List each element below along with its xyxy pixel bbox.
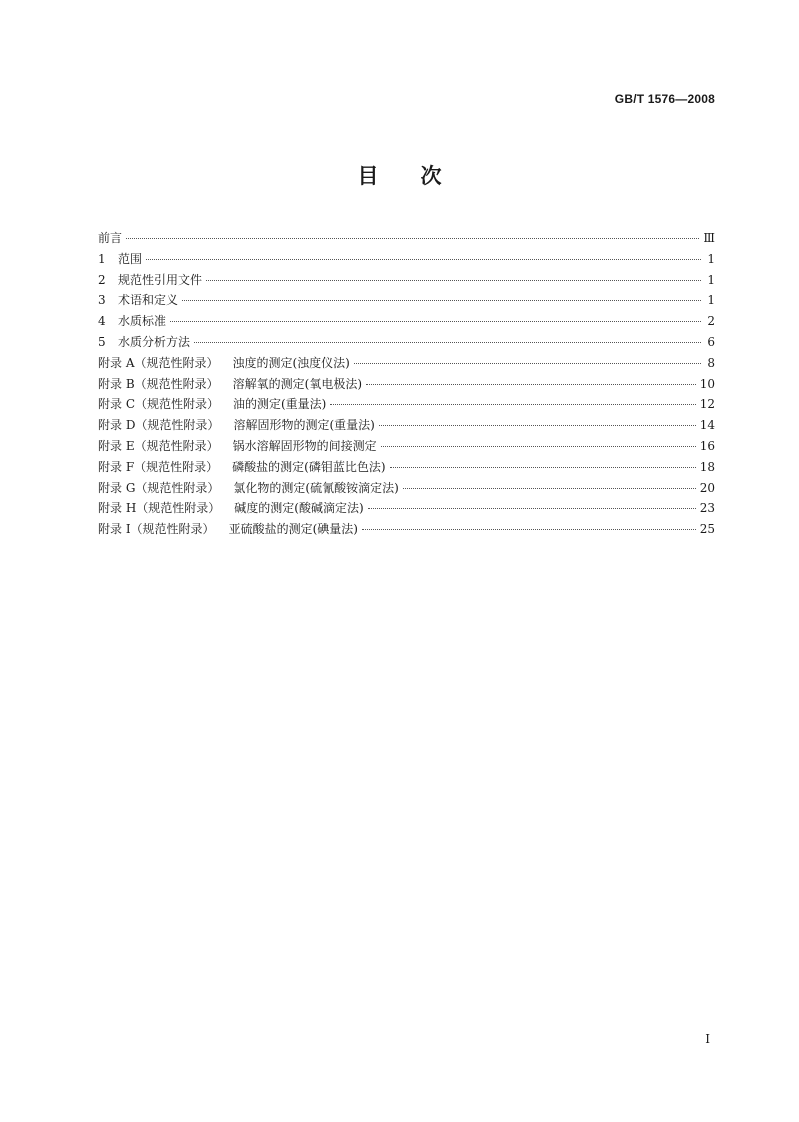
toc-entry-text: 水质标准	[118, 314, 167, 329]
toc-entry-number: 3	[98, 293, 106, 308]
toc-dot-leader	[362, 528, 696, 530]
standard-code: GB/T 1576—2008	[614, 92, 715, 106]
page-title	[0, 160, 799, 190]
toc-entry-text: 磷酸盐的测定(磷钼蓝比色法)	[232, 459, 386, 474]
toc-dot-leader	[390, 466, 696, 468]
toc-entry-annex: 附录 E（规范性附录）	[98, 438, 219, 453]
toc-dot-leader	[354, 362, 701, 364]
toc-entry[interactable]	[98, 249, 715, 270]
toc-entry-label	[98, 228, 122, 249]
toc-dot-leader	[368, 507, 696, 509]
toc-entry-label	[98, 332, 190, 353]
toc-entry[interactable]	[98, 311, 715, 332]
toc-entry-text: 浊度的测定(浊度仪法)	[232, 355, 350, 370]
toc-entry-page: 1	[707, 251, 715, 266]
toc-entry-text: 亚硫酸盐的测定(碘量法)	[228, 522, 358, 537]
toc-entry-label	[98, 374, 362, 395]
toc-entry-annex: 附录 B（规范性附录）	[98, 376, 219, 391]
toc-entry-label	[98, 478, 399, 499]
toc-entry-page: 1	[707, 272, 715, 287]
toc-entry-page: 20	[699, 480, 715, 495]
toc-entry-page: 10	[699, 376, 715, 391]
toc-entry[interactable]	[98, 374, 715, 395]
toc-entry[interactable]	[98, 457, 715, 478]
toc-entry-text: 前言	[98, 231, 123, 245]
toc-entry-page: 14	[699, 418, 715, 433]
toc-entry-number: 5	[98, 334, 106, 349]
toc-entry-annex: 附录 A（规范性附录）	[98, 355, 219, 370]
toc-entry-text: 溶解氧的测定(氧电极法)	[232, 376, 363, 391]
toc-entry-label	[98, 290, 178, 311]
toc-entry-annex: 附录 C（规范性附录）	[98, 397, 219, 412]
toc-dot-leader	[206, 279, 701, 281]
toc-dot-leader	[366, 383, 696, 385]
toc-entry-number: 1	[98, 251, 106, 266]
toc-entry-text: 水质分析方法	[118, 334, 191, 349]
toc-entry-page: Ⅲ	[703, 231, 715, 245]
toc-dot-leader	[330, 403, 695, 405]
toc-entry-page: 16	[699, 438, 715, 453]
toc-entry[interactable]	[98, 436, 715, 457]
toc-entry[interactable]	[98, 478, 715, 499]
toc-entry[interactable]	[98, 332, 715, 353]
toc-entry-page: 6	[707, 334, 715, 349]
toc-dot-leader	[182, 299, 701, 301]
toc-entry-text: 范围	[118, 251, 143, 266]
toc-entry-label	[98, 415, 375, 436]
toc-entry-annex: 附录 F（规范性附录）	[98, 459, 219, 474]
toc-entry[interactable]	[98, 290, 715, 311]
page-title-char-1: 目	[357, 164, 379, 188]
toc-entry-text: 氯化物的测定(硫氰酸铵滴定法)	[233, 480, 399, 495]
toc-entry-label	[98, 436, 377, 457]
toc-dot-leader	[126, 237, 699, 239]
toc-entry[interactable]	[98, 228, 715, 249]
toc-entry-page: 23	[699, 501, 715, 516]
page-number: I	[705, 1032, 710, 1046]
toc-entry[interactable]	[98, 519, 715, 540]
toc-entry-label	[98, 270, 202, 291]
toc-entry-label	[98, 519, 358, 540]
toc-entry-annex: 附录 G（规范性附录）	[98, 480, 220, 495]
toc-entry-text: 规范性引用文件	[118, 272, 203, 287]
toc-entry-page: 2	[707, 314, 715, 329]
toc-entry-label	[98, 457, 386, 478]
toc-entry-text: 锅水溶解固形物的间接测定	[232, 438, 377, 453]
toc-entry-number: 2	[98, 272, 106, 287]
toc-entry-annex: 附录 D（规范性附录）	[98, 418, 220, 433]
toc-entry-text: 碱度的测定(酸碱滴定法)	[234, 501, 364, 516]
toc-entry-page: 25	[699, 522, 715, 537]
page-title-char-2: 次	[420, 164, 442, 188]
table-of-contents	[98, 228, 715, 540]
toc-dot-leader	[403, 487, 696, 489]
toc-dot-leader	[146, 258, 701, 260]
toc-entry-label	[98, 498, 364, 519]
toc-entry-label	[98, 353, 350, 374]
toc-dot-leader	[194, 341, 701, 343]
toc-entry-page: 1	[707, 293, 715, 308]
toc-entry-number: 4	[98, 314, 106, 329]
toc-dot-leader	[379, 424, 696, 426]
toc-entry[interactable]	[98, 394, 715, 415]
toc-entry-text: 溶解固形物的测定(重量法)	[233, 418, 375, 433]
toc-entry-page: 18	[699, 459, 715, 474]
toc-entry-page: 8	[707, 355, 715, 370]
toc-entry-annex: 附录 H（规范性附录）	[98, 501, 221, 516]
toc-entry-annex: 附录 I（规范性附录）	[98, 522, 215, 537]
toc-entry[interactable]	[98, 498, 715, 519]
toc-entry-label	[98, 311, 166, 332]
toc-entry[interactable]	[98, 353, 715, 374]
toc-entry-text: 术语和定义	[118, 293, 179, 308]
toc-dot-leader	[170, 320, 701, 322]
toc-entry[interactable]	[98, 415, 715, 436]
toc-entry-page: 12	[699, 397, 715, 412]
toc-entry-label	[98, 249, 142, 270]
toc-entry-text: 油的测定(重量法)	[233, 397, 327, 412]
toc-dot-leader	[381, 445, 696, 447]
toc-entry-label	[98, 394, 326, 415]
toc-entry[interactable]	[98, 270, 715, 291]
